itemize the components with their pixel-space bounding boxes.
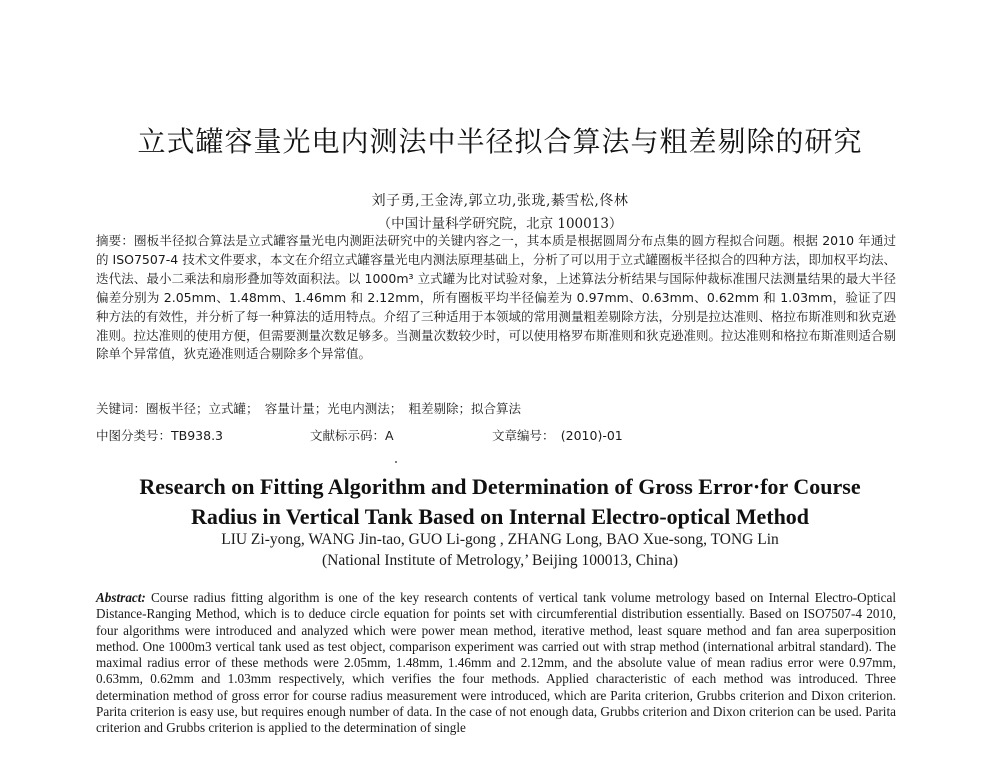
english-abstract-label: Abstract: [96, 590, 146, 605]
separator-dot [395, 461, 397, 463]
document-code: 文献标示码：A [310, 428, 394, 443]
classification-line [96, 427, 896, 445]
chinese-keywords [96, 400, 521, 418]
chinese-title: 立式罐容量光电内测法中半径拟合算法与粗差剔除的研究 [137, 125, 863, 158]
english-title-line-2: Radius in Vertical Tank Based on Internal Electro-optical Method [190, 504, 810, 529]
chinese-abstract-text: 圈板半径拟合算法是立式罐容量光电内测距法研究中的关键内容之一，其本质是根据圆周分布点集的圆方程拟合问题。根据 2010 年通过的 ISO7507-4 技术文件要求，本文在介绍立式罐容量光电内测法原理基础上，分析了可以用于立式罐圈板半径拟合的四种方法，即加权平均法、迭代法、最小二乘法和扇形叠加等效面积法。以 1000m³ 立式罐为比对试验对象，上述算法分析结果与国际仲裁标准围尺法测量结果的最大半径偏差分别为 2.05mm、1.48mm、1.46mm 和 2.12mm，所有圈板平均半径偏差为 0.97mm、0.63mm、0.62mm 和 1.03mm，验证了四种方法的有效性，并分析了每一种算法的适用特点。介绍了三种适用于本领域的常用测量粗差剔除方法，分别是拉达准则、格拉布斯准则和狄克逊准则。拉达准则的使用方便，但需要测量次数足够多。当测量次数较少时，可以使用格罗布斯准则和狄克逊准则。拉达准则和格拉布斯准则适合剔除单个异常值，狄克逊准则适合剔除多个异常值。 [96, 233, 897, 362]
english-abstract-text: Course radius fitting algorithm is one of the key research contents of vertical tank volume metrology based on Internal Electro-Optical Distance-Ranging Method, which is to deduce circle equation for points set with circumferential distribution essentially. Based on ISO7507-4 2010, four algorithms were introduced and analyzed which were power mean method, iterative method, least square method and fan area superposition method. One 1000m3 vertical tank used as test object, comparison experiment was carried out with strap method (international arbitral standard). The maximal radius error of these methods were 2.05mm, 1.48mm, 1.46mm and 2.12mm, and the absolute value of mean radius error were 0.97mm, 0.63mm, 0.62mm and 1.03mm respectively, which verifies the four methods. Applied characteristic of each method was introduced. Three determination method of gross error for course radius measurement were introduced, which are Parita criterion, Grubbs criterion and Dixon criterion. Parita criterion is easy use, but requires enough number of data. In the case of not enough data, Grubbs criterion and Dixon criterion can be used. Parita criterion and Grubbs criterion is applied to the determination of single [96, 590, 896, 736]
english-authors: LIU Zi-yong, WANG Jin-tao, GUO Li-gong , ZHANG Long, BAO Xue-song, TONG Lin [221, 531, 779, 548]
article-number: 文章编号： (2010)-01 [492, 428, 623, 443]
english-affiliation: (National Institute of Metrology,’ Beijing 100013, China) [321, 552, 678, 569]
english-title [0, 472, 1000, 532]
chinese-keywords-label: 关键词： [96, 401, 147, 416]
english-title-line-1: Research on Fitting Algorithm and Determination of Gross Error·for Course [139, 474, 861, 499]
clc-number: 中图分类号：TB938.3 [96, 428, 223, 443]
chinese-authors: 刘子勇,王金涛,郭立功,张珑,綦雪松,佟林 [371, 193, 629, 209]
english-abstract [96, 590, 896, 737]
chinese-keywords-text: 圈板半径；立式罐； 容量计量；光电内测法； 粗差剔除；拟合算法 [146, 401, 522, 416]
chinese-abstract-label: 摘要： [96, 233, 135, 248]
chinese-affiliation: （中国计量科学研究院，北京 100013） [377, 216, 623, 232]
chinese-abstract [96, 232, 896, 364]
